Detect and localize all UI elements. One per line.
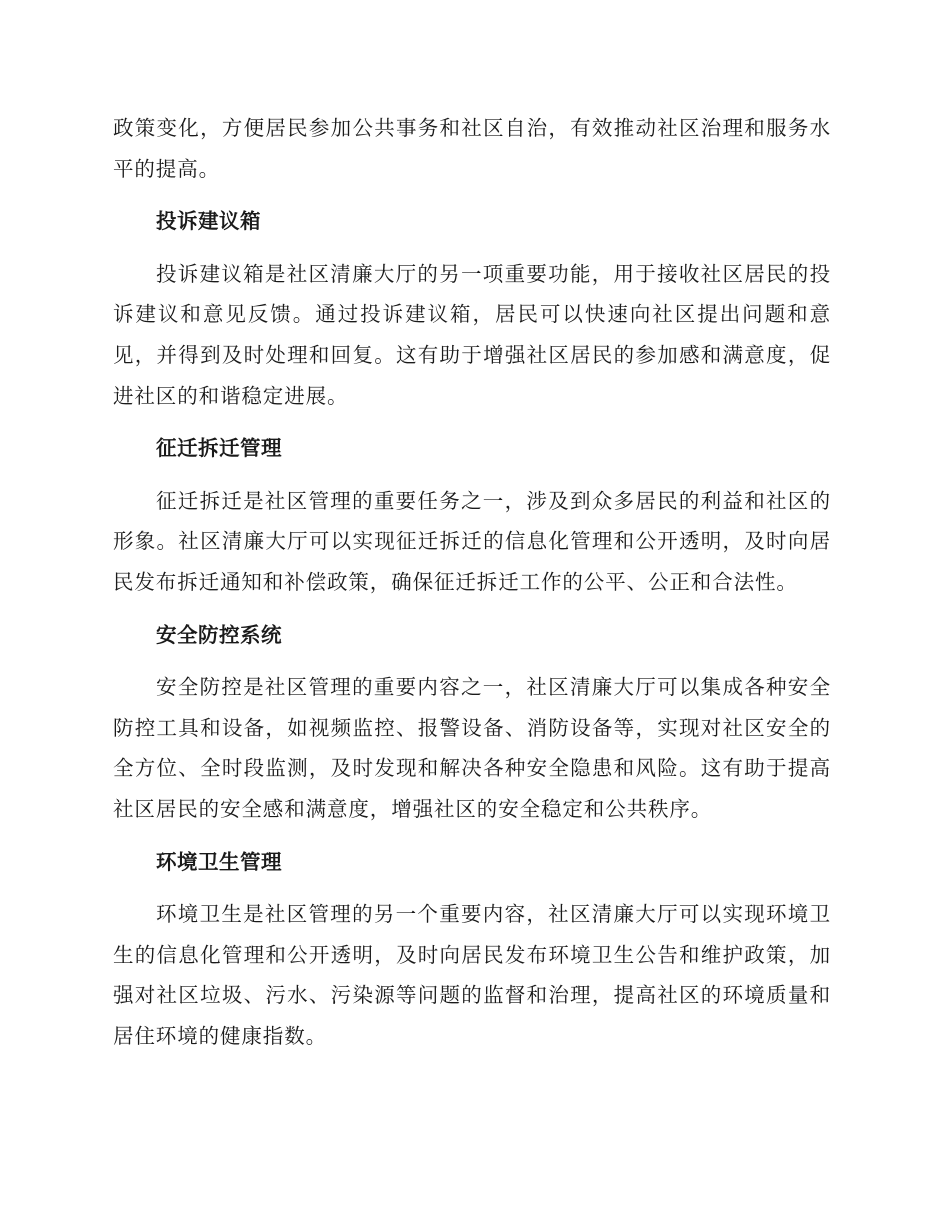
section-heading: 征迁拆迁管理 (156, 436, 282, 461)
section-complaint-box (113, 201, 831, 416)
section-heading: 环境卫生管理 (156, 849, 282, 874)
section-body: 征迁拆迁是社区管理的重要任务之一，涉及到众多居民的利益和社区的形象。社区清廉大厅可以实现征迁拆迁的信息化管理和公开透明，及时向居民发布拆迁通知和补偿政策，确保征迁拆迁工作的公平、公正和合法性。 (113, 488, 831, 594)
section-body: 安全防控是社区管理的重要内容之一，社区清廉大厅可以集成各种安全防控工具和设备，如视频监控、报警设备、消防设备等，实现对社区安全的全方位、全时段监测，及时发现和解决各种安全隐患和风险。这有助于提高社区居民的安全感和满意度，增强社区的安全稳定和公共秩序。 (113, 675, 831, 821)
intro-paragraph: 政策变化，方便居民参加公共事务和社区自治，有效推动社区治理和服务水平的提高。 (113, 116, 831, 181)
section-environment-management (113, 842, 831, 1057)
section-heading: 投诉建议箱 (156, 209, 261, 234)
section-heading: 安全防控系统 (156, 622, 282, 647)
document-page (113, 108, 831, 1056)
section-demolition-management (113, 428, 831, 602)
section-body: 环境卫生是社区管理的另一个重要内容，社区清廉大厅可以实现环境卫生的信息化管理和公开透明，及时向居民发布环境卫生公告和维护政策，加强对社区垃圾、污水、污染源等问题的监督和治理，提高社区的环境质量和居住环境的健康指数。 (113, 902, 831, 1048)
section-body: 投诉建议箱是社区清廉大厅的另一项重要功能，用于接收社区居民的投诉建议和意见反馈。通过投诉建议箱，居民可以快速向社区提出问题和意见，并得到及时处理和回复。这有助于增强社区居民的参加感和满意度，促进社区的和谐稳定进展。 (113, 261, 831, 408)
section-security-system (113, 615, 831, 830)
